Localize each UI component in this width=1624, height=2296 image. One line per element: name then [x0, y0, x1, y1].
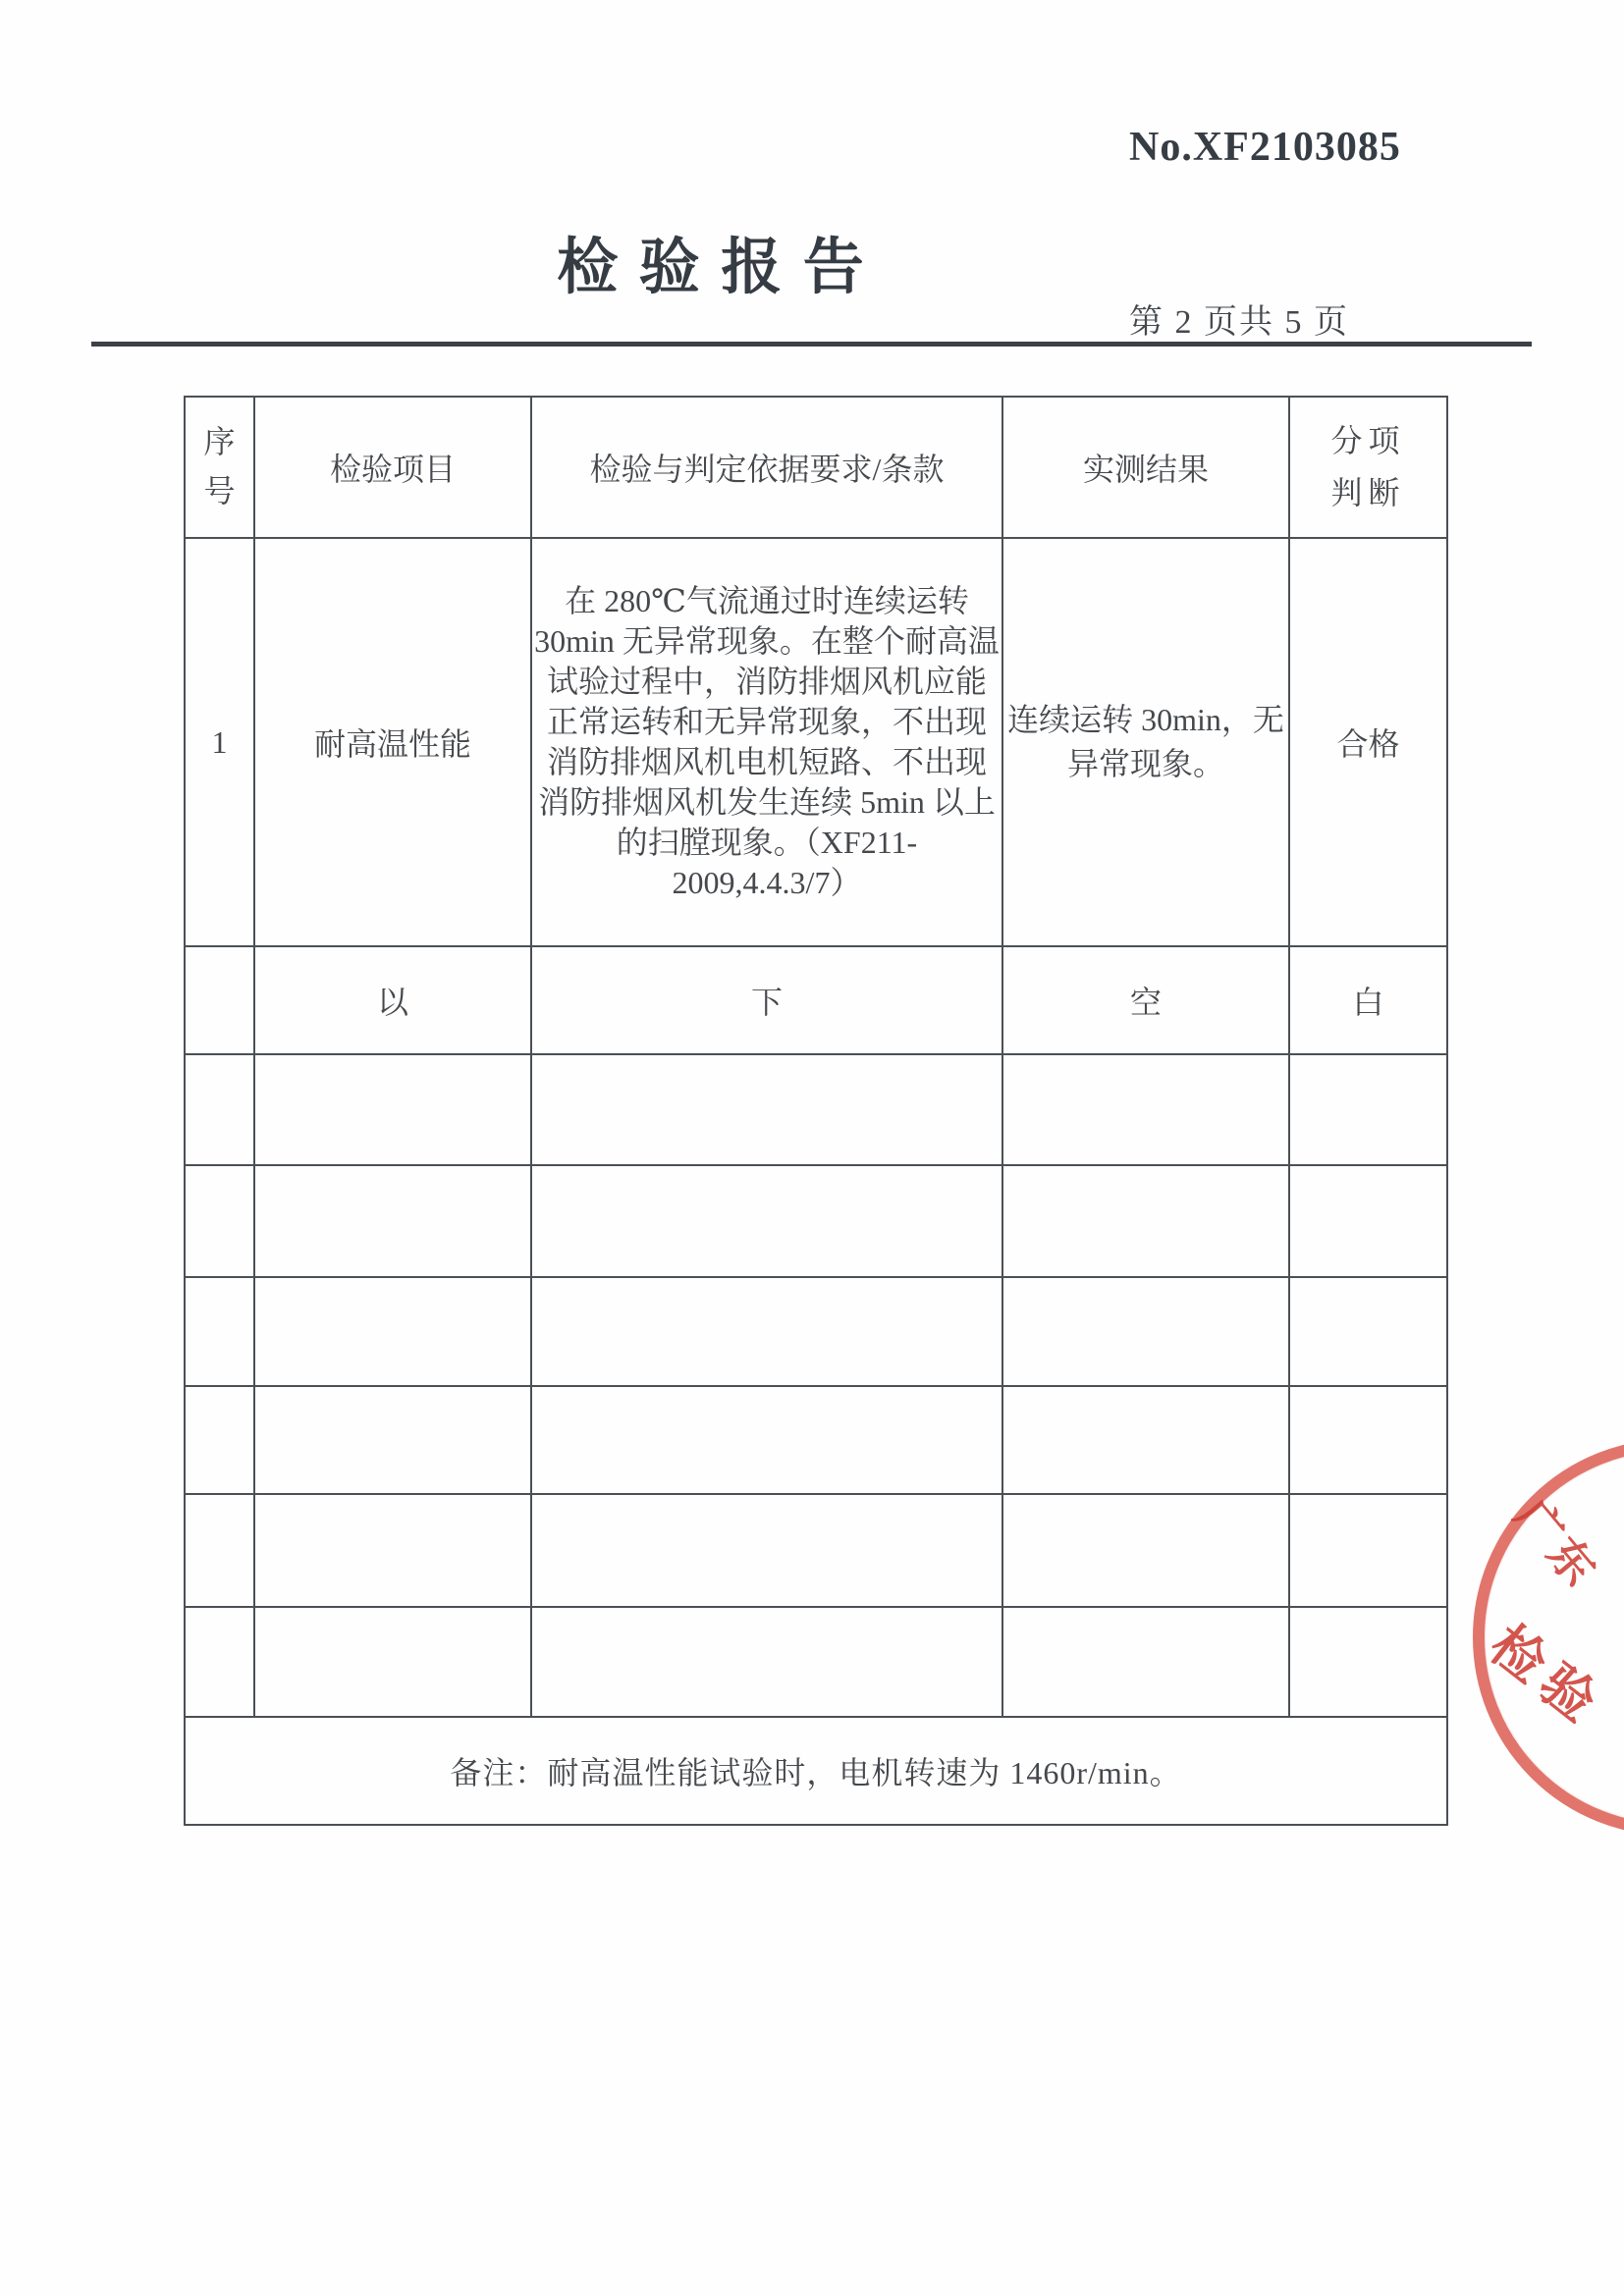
empty-row [185, 1165, 1447, 1277]
note-cell: 备注：耐高温性能试验时，电机转速为 1460r/min。 [185, 1717, 1447, 1825]
cell-seq-no: 1 [185, 538, 254, 946]
empty-row [185, 1386, 1447, 1494]
blank-filler-row [185, 946, 1447, 1054]
header-measured-result: 实测结果 [1002, 397, 1289, 538]
cell-measured-result: 连续运转 30min，无异常现象。 [1002, 538, 1289, 946]
page-indicator: 第 2 页共 5 页 [1129, 304, 1349, 341]
filler-cell [185, 946, 254, 1054]
header-requirement: 检验与判定依据要求/条款 [531, 397, 1002, 538]
header-seq-no-label: 序号 [203, 424, 236, 508]
header-inspection-item: 检验项目 [254, 397, 531, 538]
inspection-table [184, 396, 1448, 1826]
filler-cell: 空 [1002, 946, 1289, 1054]
filler-cell: 以 [254, 946, 531, 1054]
header-item-judgment-label: 分项判断 [1330, 423, 1406, 510]
report-number: No.XF2103085 [1129, 125, 1401, 170]
empty-row [185, 1494, 1447, 1607]
inspection-stamp [1473, 1439, 1624, 1836]
title-divider [91, 342, 1532, 347]
filler-cell: 下 [531, 946, 1002, 1054]
page-title: 检 验 报 告 [557, 235, 867, 301]
cell-item-judgment: 合格 [1289, 538, 1447, 946]
filler-cell: 白 [1289, 946, 1447, 1054]
table-header-row [185, 397, 1447, 538]
header-item-judgment [1289, 397, 1447, 538]
cell-requirement: 在 280℃气流通过时连续运转 30min 无异常现象。在整个耐高温试验过程中，消防排烟风机应能正常运转和无异常现象，不出现消防排烟风机电机短路、不出现消防排烟风机发生连续 5min 以上的扫膛现象。（XF211-2009,4.4.3/7） [531, 538, 1002, 946]
empty-row [185, 1607, 1447, 1717]
empty-row [185, 1054, 1447, 1165]
table-row [185, 538, 1447, 946]
note-row [185, 1717, 1447, 1825]
stamp-inner-text: 检验 [1479, 1615, 1615, 1739]
cell-inspection-item: 耐高温性能 [254, 538, 531, 946]
stamp-circle-icon [1473, 1439, 1624, 1836]
stamp-outer-text: 广东 [1505, 1490, 1607, 1598]
header-seq-no [185, 397, 254, 538]
empty-row [185, 1277, 1447, 1386]
